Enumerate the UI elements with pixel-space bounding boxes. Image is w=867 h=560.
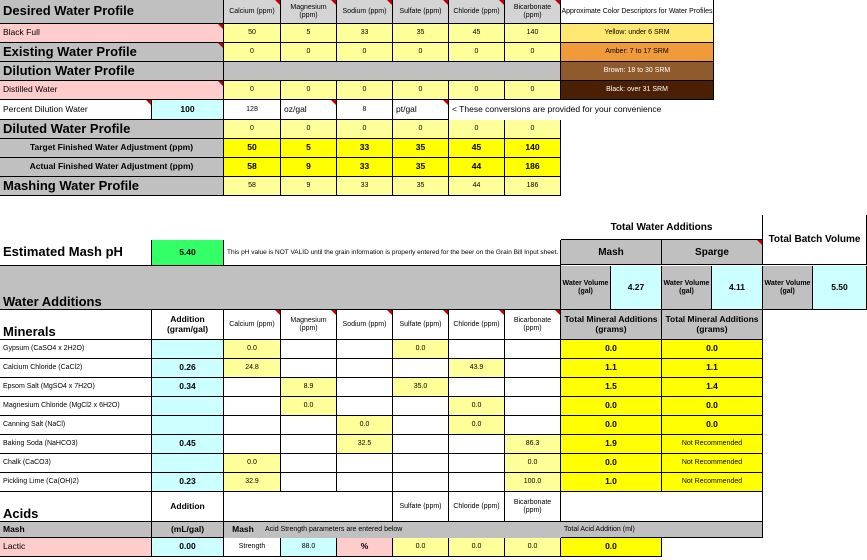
mashing-value: 33 — [337, 177, 393, 196]
target-label: Target Finished Water Adjustment (ppm) — [0, 139, 224, 158]
mineral-contribution: 0.0 — [393, 340, 449, 359]
mineral-contribution: 100.0 — [505, 473, 561, 492]
mineral-addition-input[interactable] — [152, 454, 224, 473]
target-value: 140 — [505, 139, 561, 158]
percent-label: Percent Dilution Water — [0, 100, 152, 120]
lactic-name: Lactic — [0, 538, 152, 557]
dilution-profile-name[interactable]: Distilled Water — [0, 81, 224, 100]
mineral-col-header: Sulfate (ppm) — [393, 310, 449, 340]
mineral-contribution — [449, 340, 505, 359]
mineral-contribution — [281, 435, 337, 454]
actual-value: 33 — [337, 158, 393, 177]
color-descriptor-item: Black: over 31 SRM — [561, 81, 714, 100]
diluted-value: 0 — [281, 120, 337, 139]
strength-label: Strength — [224, 538, 281, 557]
sparge-mineral-total: Not Recommended — [662, 473, 763, 492]
mineral-contribution — [393, 397, 449, 416]
desired-value[interactable]: 45 — [449, 24, 505, 43]
sparge-mineral-total: 1.4 — [662, 378, 763, 397]
mineral-name: Baking Soda (NaHCO3) — [0, 435, 152, 454]
mash-ph-value: 5.40 — [152, 240, 224, 266]
acid-strength-note: Acid Strength parameters are entered below — [262, 522, 561, 538]
mash-mineral-total: 0.0 — [561, 454, 662, 473]
acid-mash-label: Mash — [0, 522, 152, 538]
mineral-contribution — [337, 454, 393, 473]
diluted-value: 0 — [449, 120, 505, 139]
actual-value: 186 — [505, 158, 561, 177]
dilution-filler — [224, 62, 561, 81]
dilution-value[interactable]: 0 — [337, 81, 393, 100]
mineral-contribution — [449, 378, 505, 397]
color-descriptor-item: Amber: 7 to 17 SRM — [561, 43, 714, 62]
mineral-contribution — [449, 435, 505, 454]
mineral-addition-input[interactable]: 0.23 — [152, 473, 224, 492]
mineral-contribution — [281, 359, 337, 378]
existing-value[interactable]: 0 — [281, 43, 337, 62]
mineral-contribution — [337, 359, 393, 378]
actual-value: 35 — [393, 158, 449, 177]
total-water-header: Total Water Additions — [561, 215, 763, 240]
existing-value[interactable]: 0 — [505, 43, 561, 62]
acid-filler — [224, 492, 393, 522]
col-header-mg: Magnesium (ppm) — [281, 0, 337, 24]
mineral-contribution — [505, 378, 561, 397]
mash-mineral-total: 0.0 — [561, 416, 662, 435]
mineral-col-header: Magnesium (ppm) — [281, 310, 337, 340]
acids-title: Acids — [0, 492, 152, 522]
mineral-name: Magnesium Chloride (MgCl2 x 6H2O) — [0, 397, 152, 416]
mineral-contribution — [393, 359, 449, 378]
diluted-value: 0 — [337, 120, 393, 139]
desired-profile-name[interactable]: Black Full — [0, 24, 224, 43]
mineral-contribution: 0.0 — [505, 454, 561, 473]
col-header-hco3: Bicarbonate (ppm) — [505, 0, 561, 24]
mineral-contribution: 0.0 — [224, 454, 281, 473]
mineral-contribution — [393, 454, 449, 473]
mineral-contribution — [224, 378, 281, 397]
mashing-value: 186 — [505, 177, 561, 196]
mineral-contribution: 43.9 — [449, 359, 505, 378]
mineral-name: Chalk (CaCO3) — [0, 454, 152, 473]
mashing-value: 58 — [224, 177, 281, 196]
mash-ph-note: This pH value is NOT VALID until the grain information is properly entered for the beer on the Grain Bill Input sheet. — [224, 240, 561, 266]
color-descriptor-item: Brown: 18 to 30 SRM — [561, 62, 714, 81]
mashing-title: Mashing Water Profile — [0, 177, 224, 196]
existing-value[interactable]: 0 — [449, 43, 505, 62]
mineral-col-header: Chloride (ppm) — [449, 310, 505, 340]
actual-value: 44 — [449, 158, 505, 177]
mineral-contribution — [505, 359, 561, 378]
mash-ph-label: Estimated Mash pH — [0, 240, 152, 266]
batch-water-volume[interactable]: 5.50 — [813, 266, 867, 310]
mineral-col-header: Bicarbonate (ppm) — [505, 310, 561, 340]
batch-water-volume-label: Water Volume (gal) — [763, 266, 813, 310]
mineral-contribution: 0.0 — [224, 340, 281, 359]
mash-mineral-total: 0.0 — [561, 340, 662, 359]
desired-value[interactable]: 50 — [224, 24, 281, 43]
mash-water-volume-label: Water Volume (gal) — [561, 266, 611, 310]
mash-mineral-total: 1.5 — [561, 378, 662, 397]
existing-value[interactable]: 0 — [393, 43, 449, 62]
mineral-contribution — [505, 340, 561, 359]
pct-label: % — [337, 538, 393, 557]
diluted-value: 0 — [224, 120, 281, 139]
target-value: 50 — [224, 139, 281, 158]
sparge-mineral-total: 0.0 — [662, 340, 763, 359]
color-descriptor-item: Yellow: under 6 SRM — [561, 24, 714, 43]
mineral-col-header: Sodium (ppm) — [337, 310, 393, 340]
color-descriptor-title: Approximate Color Descriptors for Water Profiles — [561, 0, 714, 24]
target-value: 5 — [281, 139, 337, 158]
conv-val2: 8 — [337, 100, 393, 120]
acid-unit: (mL/gal) — [152, 522, 224, 538]
mineral-contribution — [337, 473, 393, 492]
mineral-contribution — [337, 378, 393, 397]
mineral-contribution — [449, 454, 505, 473]
dilution-value[interactable]: 0 — [281, 81, 337, 100]
desired-value[interactable]: 35 — [393, 24, 449, 43]
sparge-header: Sparge — [662, 240, 763, 265]
mineral-name: Calcium Chloride (CaCl2) — [0, 359, 152, 378]
mash-mineral-total: 1.9 — [561, 435, 662, 454]
mineral-addition-input[interactable] — [152, 340, 224, 359]
mineral-contribution — [224, 397, 281, 416]
mineral-contribution: 32.5 — [337, 435, 393, 454]
mineral-contribution — [505, 397, 561, 416]
mineral-contribution — [281, 473, 337, 492]
existing-value[interactable]: 0 — [224, 43, 281, 62]
mineral-contribution — [281, 340, 337, 359]
existing-value[interactable]: 0 — [337, 43, 393, 62]
mineral-contribution: 0.0 — [449, 397, 505, 416]
col-header-cl: Chloride (ppm) — [449, 0, 505, 24]
dilution-value[interactable]: 0 — [505, 81, 561, 100]
acid-col-so4: Sulfate (ppm) — [393, 492, 449, 522]
acid-total: 0.0 — [561, 538, 662, 557]
mineral-addition-input[interactable] — [152, 397, 224, 416]
dilution-value[interactable]: 0 — [393, 81, 449, 100]
col-header-na: Sodium (ppm) — [337, 0, 393, 24]
mineral-contribution: 0.0 — [449, 416, 505, 435]
acid-col-cl: Chloride (ppm) — [449, 492, 505, 522]
acid-cl: 0.0 — [449, 538, 505, 557]
diluted-title: Diluted Water Profile — [0, 120, 224, 139]
mineral-contribution: 86.3 — [505, 435, 561, 454]
mineral-contribution — [505, 416, 561, 435]
diluted-value: 0 — [393, 120, 449, 139]
mash-header: Mash — [561, 240, 662, 265]
mineral-contribution: 24.8 — [224, 359, 281, 378]
mineral-contribution — [449, 473, 505, 492]
sparge-mineral-total: 1.1 — [662, 359, 763, 378]
mineral-contribution — [224, 435, 281, 454]
acid-hco3: 0.0 — [505, 538, 561, 557]
total-batch-header: Total Batch Volume — [763, 215, 867, 265]
mineral-col-header: Calcium (ppm) — [224, 310, 281, 340]
mineral-name: Pickling Lime (Ca(OH)2) — [0, 473, 152, 492]
sparge-total-header: Total Mineral Additions (grams) — [662, 310, 763, 340]
sparge-water-volume-label: Water Volume (gal) — [662, 266, 712, 310]
mash-water-volume[interactable]: 4.27 — [611, 266, 662, 310]
diluted-value: 0 — [505, 120, 561, 139]
mash-total-header: Total Mineral Additions (grams) — [561, 310, 662, 340]
strength-input[interactable]: 88.0 — [281, 538, 337, 557]
acid-total-label: Total Acid Addition (ml) — [561, 522, 763, 538]
mineral-contribution — [337, 397, 393, 416]
dilution-value[interactable]: 0 — [449, 81, 505, 100]
sparge-mineral-total: 0.0 — [662, 416, 763, 435]
acid-total-filler — [561, 492, 763, 522]
conv-unit2: pt/gal — [393, 100, 449, 120]
mineral-addition-input[interactable]: 0.45 — [152, 435, 224, 454]
mashing-value: 9 — [281, 177, 337, 196]
mineral-contribution — [393, 435, 449, 454]
percent-input[interactable]: 100 — [152, 100, 224, 120]
acid-mash-text: Mash — [224, 522, 262, 538]
acid-so4: 0.0 — [393, 538, 449, 557]
sparge-mineral-total: 0.0 — [662, 397, 763, 416]
mineral-contribution: 35.0 — [393, 378, 449, 397]
actual-label: Actual Finished Water Adjustment (ppm) — [0, 158, 224, 177]
target-value: 45 — [449, 139, 505, 158]
actual-value: 9 — [281, 158, 337, 177]
mashing-value: 44 — [449, 177, 505, 196]
mineral-contribution: 32.9 — [224, 473, 281, 492]
mineral-name: Canning Salt (NaCl) — [0, 416, 152, 435]
mineral-contribution: 0.0 — [337, 416, 393, 435]
minerals-title: Minerals — [0, 310, 152, 340]
mash-mineral-total: 0.0 — [561, 397, 662, 416]
desired-title: Desired Water Profile — [0, 0, 224, 24]
col-header-ca: Calcium (ppm) — [224, 0, 281, 24]
sparge-mineral-total: Not Recommended — [662, 435, 763, 454]
mineral-addition-input[interactable]: 0.26 — [152, 359, 224, 378]
mashing-value: 35 — [393, 177, 449, 196]
conv-val1: 128 — [224, 100, 281, 120]
mash-mineral-total: 1.0 — [561, 473, 662, 492]
mineral-contribution — [337, 340, 393, 359]
mineral-addition-input[interactable]: 0.34 — [152, 378, 224, 397]
addition-header: Addition (gram/gal) — [152, 310, 224, 340]
dilution-value[interactable]: 0 — [224, 81, 281, 100]
acid-addition-header: Addition — [152, 492, 224, 522]
target-value: 33 — [337, 139, 393, 158]
conv-note: < These conversions are provided for your convenience — [449, 100, 709, 120]
mineral-contribution: 8.9 — [281, 378, 337, 397]
desired-value[interactable]: 140 — [505, 24, 561, 43]
conv-unit1: oz/gal — [281, 100, 337, 120]
mineral-contribution: 0.0 — [281, 397, 337, 416]
sparge-mineral-total: Not Recommended — [662, 454, 763, 473]
sparge-water-volume[interactable]: 4.11 — [712, 266, 763, 310]
mash-mineral-total: 1.1 — [561, 359, 662, 378]
water-additions-title: Water Additions — [0, 266, 561, 310]
target-value: 35 — [393, 139, 449, 158]
desired-value[interactable]: 33 — [337, 24, 393, 43]
mineral-addition-input[interactable] — [152, 416, 224, 435]
col-header-so4: Sulfate (ppm) — [393, 0, 449, 24]
mineral-contribution — [393, 416, 449, 435]
mineral-name: Gypsum (CaSO4 x 2H2O) — [0, 340, 152, 359]
actual-value: 58 — [224, 158, 281, 177]
mineral-contribution — [281, 416, 337, 435]
mineral-contribution — [393, 473, 449, 492]
acid-col-hco3: Bicarbonate (ppm) — [505, 492, 561, 522]
lactic-addition-input[interactable]: 0.00 — [152, 538, 224, 557]
mineral-name: Epsom Salt (MgSO4 x 7H2O) — [0, 378, 152, 397]
mineral-contribution — [281, 454, 337, 473]
existing-title: Existing Water Profile — [0, 43, 224, 62]
mineral-contribution — [224, 416, 281, 435]
dilution-title: Dilution Water Profile — [0, 62, 224, 81]
desired-value[interactable]: 5 — [281, 24, 337, 43]
